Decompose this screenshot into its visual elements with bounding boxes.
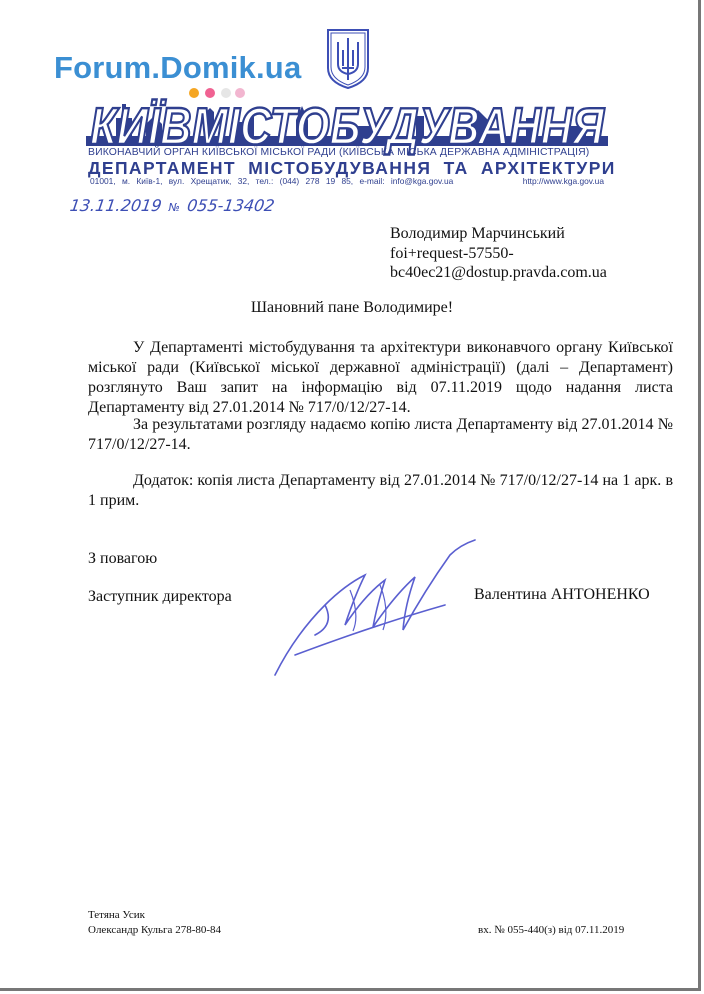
incoming-number: вх. № 055-440(з) від 07.11.2019	[478, 924, 625, 936]
reference-date: 13.11.2019	[68, 196, 163, 215]
signer-position: Заступник директора	[88, 588, 232, 605]
executor-1: Тетяна Усик	[88, 909, 146, 921]
body-paragraph-2: За результатами розгляду надаємо копію листа Департаменту від 27.01.2014 № 717/0/12/27-14.	[88, 416, 673, 453]
recipient-block	[390, 224, 607, 283]
recipient-email-line2: bc40ec21@dostup.pravda.com.ua	[390, 264, 607, 281]
watermark-text: Forum.Domik.ua	[54, 50, 302, 85]
executor-2: Олександр Кульга 278-80-84	[88, 924, 222, 936]
body-paragraph-1: У Департаменті містобудування та архітектури виконавчого органу Київської міської ради (Київської міської державної адміністрації) (далі – Департамент) розглянуто Ваш запит на інформацію від 07.11.2019 щодо надання листа Департаменту від 27.01.2014 № 717/0/12/27-14.	[88, 339, 673, 416]
signer-name: Валентина АНТОНЕНКО	[474, 586, 650, 603]
organization-line: ВИКОНАВЧИЙ ОРГАН КИЇВСЬКОЇ МІСЬКОЇ РАДИ (КИЇВСЬКА МІСЬКА ДЕРЖАВНА АДМІНІСТРАЦІЯ)	[88, 147, 590, 158]
reference-number-prefix: №	[167, 201, 181, 214]
recipient-email-line1: foi+request-57550-	[390, 244, 514, 262]
handwritten-reference	[69, 196, 276, 215]
website-text: http://www.kga.gov.ua	[522, 176, 604, 186]
recipient-name: Володимир Марчинський	[390, 225, 565, 242]
coat-of-arms-icon	[326, 28, 370, 90]
contact-line	[88, 176, 608, 188]
salutation: Шановний пане Володимире!	[250, 299, 454, 316]
reference-number: 055-13402	[185, 196, 276, 215]
handwritten-signature	[255, 535, 495, 685]
department-title: ДЕПАРТАМЕНТ МІСТОБУДУВАННЯ ТА АРХІТЕКТУРИ	[88, 158, 616, 178]
closing-regards: З повагою	[88, 550, 158, 567]
address-text: 01001, м. Київ-1, вул. Хрещатик, 32, тел.: (044) 278 19 85, e-mail: info@kga.gov.ua	[90, 176, 454, 186]
attachment-paragraph: Додаток: копія листа Департаменту від 27.01.2014 № 717/0/12/27-14 на 1 арк. в 1 прим.	[88, 472, 673, 509]
logo-text: КИЇВМІСТОБУДУВАННЯ	[90, 98, 605, 156]
